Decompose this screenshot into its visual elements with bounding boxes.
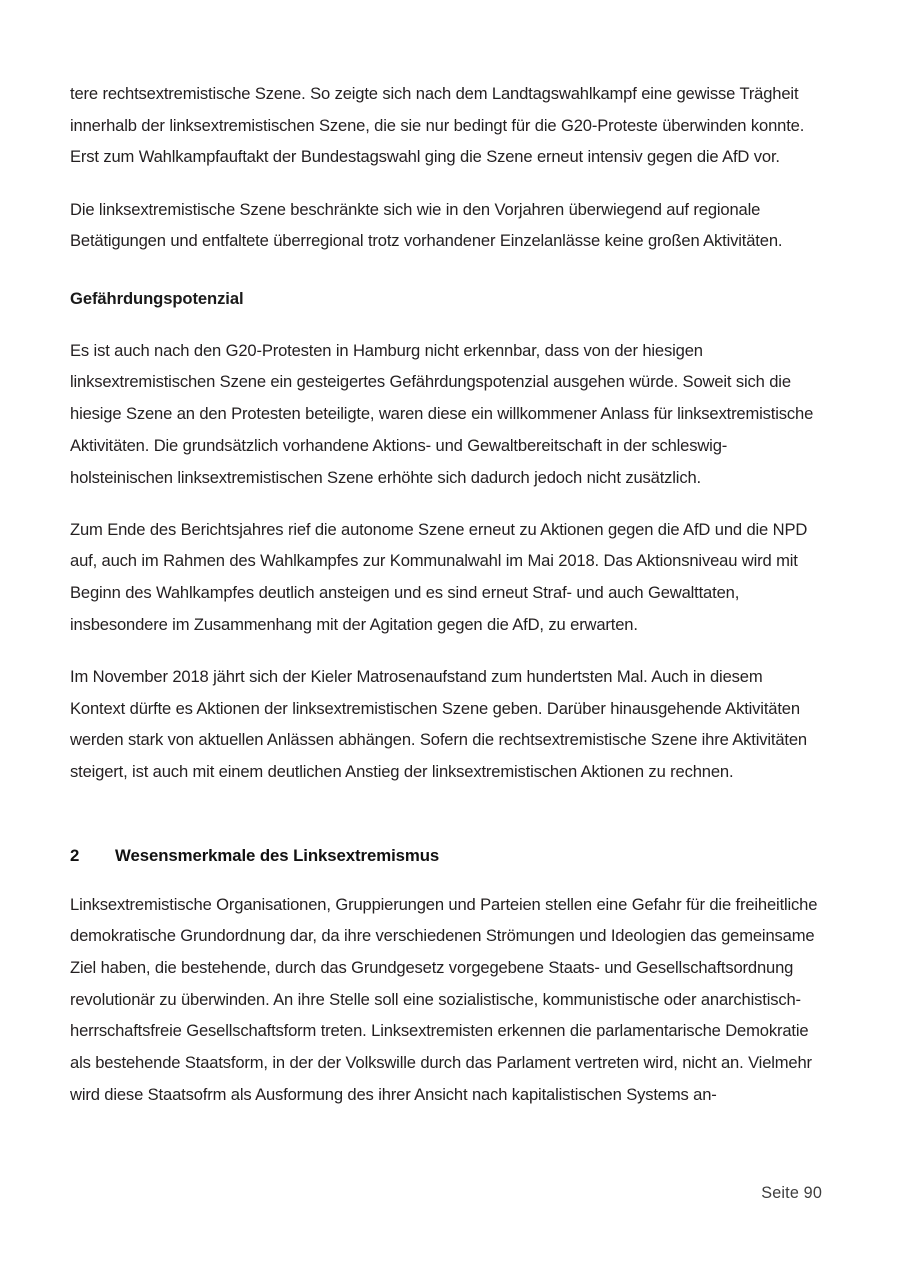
subheading-gefaehrdungspotenzial: Gefährdungspotenzial [70,289,244,309]
paragraph: Zum Ende des Berichtsjahres rief die autonome Szene erneut zu Aktionen gegen die AfD und die NPD auf, auch im Rahmen des Wahlkampfes zur Kommunalwahl im Mai 2018. Das Aktionsniveau wird mit Beginn des Wahlkampfes deutlich ansteigen und es sind erneut Straf- und auch Gewalttaten, insbesondere im Zusammenhang mit der Agitation gegen die AfD, zu erwarten. [70,519,808,634]
paragraph: Die linksextremistische Szene beschränkte sich wie in den Vorjahren überwiegend auf regionale Betätigungen und entfaltete überregional trotz vorhandener Einzelanlässe keine großen Aktivitäten. [70,199,783,251]
paragraph: tere rechtsextremistische Szene. So zeigte sich nach dem Landtagswahlkampf eine gewisse Trägheit innerhalb der linksextremistischen Szene, die sie nur bedingt für die G20-Proteste überwinden konnte. Erst zum Wahlkampfauftakt der Bundestagswahl ging die Szene erneut intensiv gegen die AfD vor. [70,84,805,167]
section-title: Wesensmerkmale des Linksextremismus [115,845,440,865]
paragraph: Im November 2018 jährt sich der Kieler Matrosenaufstand zum hundertsten Mal. Auch in diesem Kontext dürfte es Aktionen der linksextremistischen Szene geben. Darüber hinausgehende Aktivitäten werden stark von aktuellen Anlässen abhängen. Sofern die rechtsextremistische Szene ihre Aktivitäten steigert, ist auch mit einem deutlichen Anstieg der linksextremistischen Aktionen zu rechnen. [70,667,807,782]
section-heading [70,840,822,872]
page-content [70,78,822,1110]
section-number: 2 [70,845,80,865]
paragraph: Linksextremistische Organisationen, Gruppierungen und Parteien stellen eine Gefahr für die freiheitliche demokratische Grundordnung dar, da ihre verschiedenen Strömungen und Ideologien das gemeinsame Ziel haben, die bestehende, durch das Grundgesetz vorgegebene Staats- und Gesellschaftsordnung revolutionär zu überwinden. An ihre Stelle soll eine sozialistische, kommunistische oder anarchistisch-herrschaftsfreie Gesellschaftsform treten. Linksextremisten erkennen die parlamentarische Demokratie als bestehende Staatsform, in der der Volkswille durch das Parlament vertreten wird, nicht an. Vielmehr wird diese Staatsofrm als Ausformung des ihrer Ansicht nach kapitalistischen Systems an- [70,894,818,1104]
page-footer: Seite 90 [761,1184,822,1202]
paragraph: Es ist auch nach den G20-Protesten in Hamburg nicht erkennbar, dass von der hiesigen linksextremistischen Szene ein gesteigertes Gefährdungspotenzial ausgehen würde. Soweit sich die hiesige Szene an den Protesten beteiligte, waren diese ein willkommener Anlass für linksextremistische Aktivitäten. Die grundsätzlich vorhandene Aktions- und Gewaltbereitschaft in der schleswig-holsteinischen linksextremistischen Szene erhöhte sich dadurch jedoch nicht zusätzlich. [70,340,814,487]
